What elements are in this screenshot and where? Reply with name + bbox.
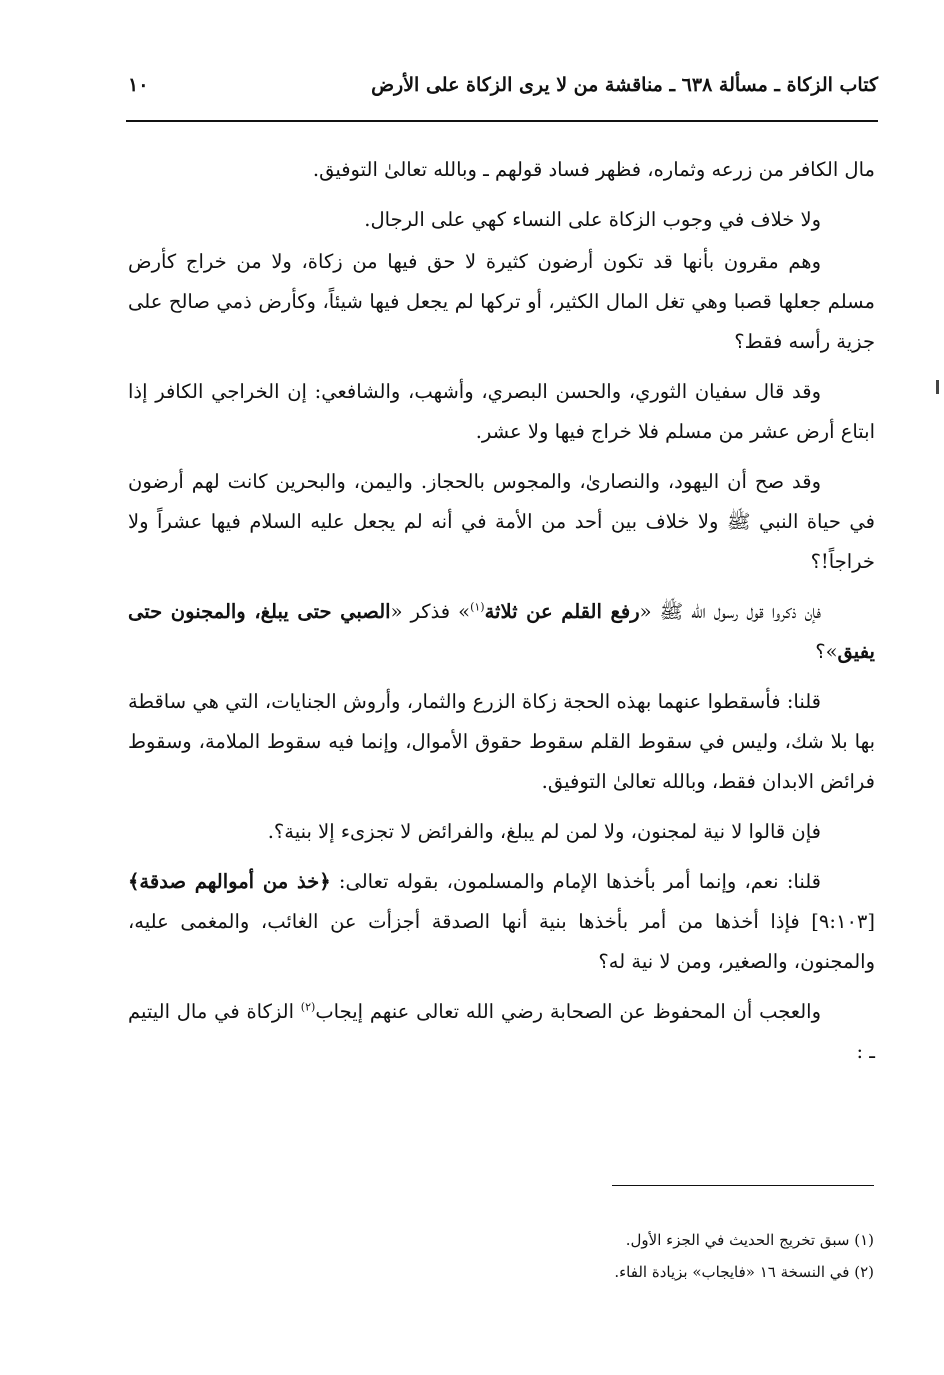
- footnote-rule: [612, 1185, 874, 1186]
- paragraph-9-text-c: [٩:١٠٣] فإذا أخذها من أمر بأخذها بنية أنها الصدقة أجزأت عن الغائب، والمغمى عليه، والمجنون، والصغير، ومن لا نية له؟: [128, 910, 875, 973]
- body-text: [128, 150, 875, 1082]
- paragraph-6-text-e: »؟: [815, 640, 838, 663]
- footnotes: [127, 1224, 874, 1288]
- paragraph-10: [128, 992, 875, 1072]
- hadith-quote-2: الصبي حتى يبلغ، والمجنون حتى يفيق: [128, 600, 875, 663]
- header-rule: [126, 120, 878, 122]
- paragraph-4: وقد قال سفيان الثوري، والحسن البصري، وأشهب، والشافعي: إن الخراجي الكافر إذا ابتاع أرض عشر من مسلم فلا خراج فيها ولا عشر.: [128, 380, 875, 443]
- paragraph-8: فإن قالوا لا نية لمجنون، ولا لمن لم يبلغ، والفرائض لا تجزىء إلا بنية؟.: [267, 820, 821, 843]
- paragraph-2: ولا خلاف في وجوب الزكاة على النساء كهي على الرجال.: [364, 208, 821, 231]
- paragraph-3: وهم مقرون بأنها قد تكون أرضون كثيرة لا حق فيها من زكاة، ولا من خراج كأرض مسلم جعلها قصبا وهي تغل المال الكثير، أو تركها لم يجعل فيها شيئاً، وكأرض ذمي صالح على جزية رأسه فقط؟: [128, 250, 875, 353]
- footnote-ref-1: (١): [470, 600, 485, 614]
- running-header: [128, 74, 878, 114]
- margin-mark: [936, 380, 939, 394]
- paragraph-1: مال الكافر من زرعه وثماره، فظهر فساد قولهم ـ وبالله تعالىٰ التوفيق.: [312, 158, 875, 181]
- footnote-2: (٢) في النسخة ١٦ «فايجاب» بزيادة الفاء.: [614, 1263, 874, 1281]
- paragraph-6: [128, 592, 875, 672]
- paragraph-9: [128, 862, 875, 982]
- hadith-quote-1: رفع القلم عن ثلاثة: [484, 600, 640, 623]
- page-number: ١٠: [128, 74, 149, 96]
- quran-quote: ﴿خذ من أموالهم صدقة﴾: [128, 870, 331, 893]
- running-title: كتاب الزكاة ـ مسألة ٦٣٨ ـ مناقشة من لا يرى الزكاة على الأرض: [371, 74, 878, 96]
- paragraph-10-text-b: الزكاة في مال اليتيم ـ :: [128, 1000, 875, 1063]
- footnote-1: (١) سبق تخريج الحديث في الجزء الأول.: [625, 1231, 874, 1249]
- paragraph-7: قلنا: فأسقطوا عنهما بهذه الحجة زكاة الزرع والثمار، وأروش الجنايات، التي هي ساقطة بها بلا شك، وليس في سقوط القلم سقوط حقوق الأموال، وإنما فيه سقوط الملامة، وسقوط فرائض الابدان فقط، وبالله تعالىٰ التوفيق.: [128, 690, 875, 793]
- paragraph-6-text-c: » فذكر «: [390, 600, 471, 623]
- paragraph-9-text-a: قلنا: نعم، وإنما أمر بأخذها الإمام والمسلمون، بقوله تعالى:: [330, 870, 821, 893]
- paragraph-10-text-a: والعجب أن المحفوظ عن الصحابة رضي الله تعالى عنهم إيجاب: [315, 1000, 821, 1023]
- paragraph-5: وقد صح أن اليهود، والنصارىٰ، والمجوس بالحجاز. واليمن، والبحرين كانت لهم أرضون في حياة النبي ﷺ ولا خلاف بين أحد من الأمة في أنه لم يجعل عليه السلام فيها عشراً ولا خراجاً!؟: [128, 470, 875, 573]
- paragraph-6-text-a: فإن ذكروا قول رسول الله ﷺ «: [639, 600, 821, 623]
- footnote-ref-2: (٢): [300, 1000, 316, 1014]
